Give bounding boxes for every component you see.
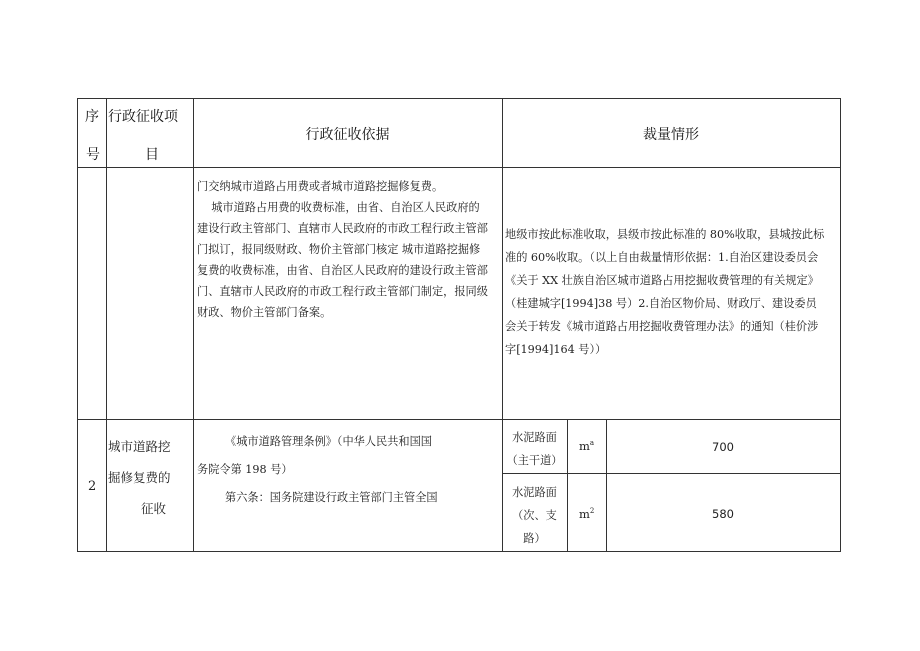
row2-seq: 2 [88,479,97,494]
discretion-line: （桂建城字[1994]38 号）2.自治区物价局、财政厅、建设委员 [505,297,817,310]
grid-col-seq [106,98,107,552]
unit-text: m [579,507,590,521]
unit-sup: 2 [589,507,595,516]
item-line: 城市道路挖 [108,439,171,454]
basis-line: 建设行政主管部门、直辖市人民政府的市政工程行政主管部 [197,222,488,235]
surface-line: 水泥路面 [512,486,557,499]
surface-line: （次、支 [512,509,557,522]
basis-line: 财政、物价主管部门备案。 [197,306,332,319]
item-line: 征收 [141,501,167,516]
unit-sup: a [589,439,595,448]
grid-col-surface [567,419,568,552]
basis-line: 第六条：国务院建设行政主管部门主管全国 [225,491,438,504]
header-basis: 行政征收依据 [305,127,390,143]
discretion-line: 准的 60%收取。（以上自由裁量情形依据：1.自治区建设委员会 [505,251,819,264]
grid-left [77,98,78,552]
basis-line: 城市道路占用费的收费标准，由省、自治区人民政府的 [197,201,480,214]
discretion-line: 会关于转发《城市道路占用挖掘收费管理办法》的通知（桂价涉 [505,320,819,333]
surface-line: （主干道） [506,454,563,467]
basis-line: 门、直辖市人民政府的市政工程行政主管部门制定，报同级 [197,285,488,298]
grid-row-separator [77,419,841,420]
subrow2-surface [502,481,567,550]
row2-basis [197,428,438,512]
subrow1-surface [502,426,567,472]
subrow2-unit [579,506,594,522]
grid-col-item [193,98,194,552]
prev-discretion-text [505,223,824,361]
discretion-line: 字[1994]164 号）） [505,343,607,356]
discretion-line: 地级市按此标准收取，县级市按此标准的 80%收取，县城按此标 [505,228,825,241]
item-line: 掘修复费的 [108,470,171,485]
subrow1-price: 700 [712,440,734,454]
header-discretion: 裁量情形 [643,127,699,143]
prev-basis-text [197,176,488,323]
basis-line: 务院令第 198 号） [197,463,293,476]
subrow1-unit [579,438,594,454]
grid-subrow-separator [502,473,841,474]
basis-line: 门交纳城市道路占用费或者城市道路挖掘修复费。 [197,180,444,193]
basis-line: 门拟订，报同级财政、物价主管部门核定 城市道路挖掘修 [197,243,481,256]
grid-header-bottom [77,167,841,168]
basis-line: 复费的收费标准，由省、自治区人民政府的建设行政主管部 [197,264,488,277]
header-seq-line2: 号 [86,147,100,163]
surface-line: 路） [523,532,546,545]
basis-line: 《城市道路管理条例》（中华人民共和国国 [225,435,432,448]
row2-item [108,431,171,524]
grid-top [77,98,841,99]
grid-bottom [77,551,841,552]
header-seq-line1: 序 [85,109,99,125]
grid-right [840,98,841,552]
unit-text: m [579,439,590,453]
surface-line: 水泥路面 [512,431,557,444]
header-item-line1: 行政征收项 [108,109,178,125]
subrow2-price: 580 [712,507,734,521]
discretion-line: 《关于 XX 壮族自治区城市道路占用挖掘收费管理的有关规定》 [505,274,819,287]
header-item-line2: 目 [145,147,159,163]
